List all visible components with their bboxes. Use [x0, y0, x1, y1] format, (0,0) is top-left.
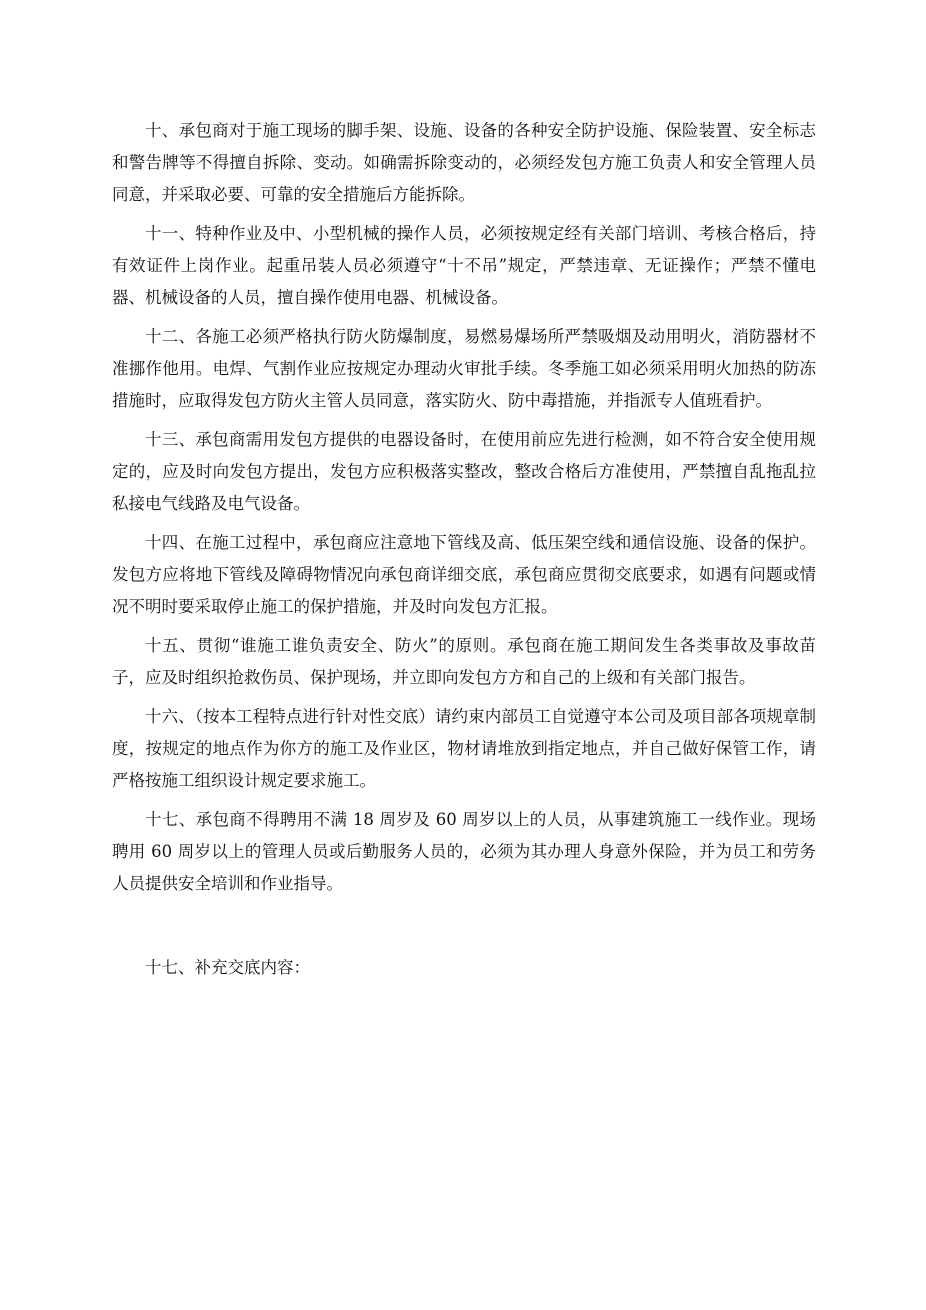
document-body — [112, 115, 816, 991]
clause-15: 十五、贯彻“谁施工谁负责安全、防火”的原则。承包商在施工期间发生各类事故及事故苗子，应及时组织抢救伤员、保护现场，并立即向发包方方和自己的上级和有关部门报告。 — [112, 636, 816, 687]
clause-12: 十二、各施工必须严格执行防火防爆制度，易燃易爆场所严禁吸烟及动用明火，消防器材不准挪作他用。电焊、气割作业应按规定办理动火审批手续。冬季施工如必须采用明火加热的防冻措施时，应取得发包方防火主管人员同意，落实防火、防中毒措施，并指派专人值班看护。 — [112, 327, 816, 410]
clause-14: 十四、在施工过程中，承包商应注意地下管线及高、低压架空线和通信设施、设备的保护。发包方应将地下管线及障碍物情况向承包商详细交底，承包商应贯彻交底要求，如遇有问题或情况不明时要采取停止施工的保护措施，并及时向发包方汇报。 — [112, 533, 816, 616]
clause-11: 十一、特种作业及中、小型机械的操作人员，必须按规定经有关部门培训、考核合格后，持有效证件上岗作业。起重吊装人员必须遵守“十不吊”规定，严禁违章、无证操作；严禁不懂电器、机械设备的人员，擅自操作使用电器、机械设备。 — [112, 224, 816, 307]
clause-10: 十、承包商对于施工现场的脚手架、设施、设备的各种安全防护设施、保险装置、安全标志和警告牌等不得擅自拆除、变动。如确需拆除变动的，必须经发包方施工负责人和安全管理人员同意，并采取必要、可靠的安全措施后方能拆除。 — [112, 121, 816, 204]
clause-16: 十六、（按本工程特点进行针对性交底）请约束内部员工自觉遵守本公司及项目部各项规章制度，按规定的地点作为你方的施工及作业区，物材请堆放到指定地点，并自己做好保管工作，请严格按施工组织设计规定要求施工。 — [112, 707, 816, 790]
clause-13: 十三、承包商需用发包方提供的电器设备时，在使用前应先进行检测，如不符合安全使用规定的，应及时向发包方提出，发包方应积极落实整改，整改合格后方准使用，严禁擅自乱拖乱拉私接电气线路及电气设备。 — [112, 430, 816, 513]
supplement-heading: 十七、补充交底内容： — [145, 958, 310, 977]
clause-17: 十七、承包商不得聘用不满 18 周岁及 60 周岁以上的人员，从事建筑施工一线作业。现场聘用 60 周岁以上的管理人员或后勤服务人员的，必须为其办理人身意外保险，并为员工和劳务人员提供安全培训和作业指导。 — [112, 810, 816, 893]
